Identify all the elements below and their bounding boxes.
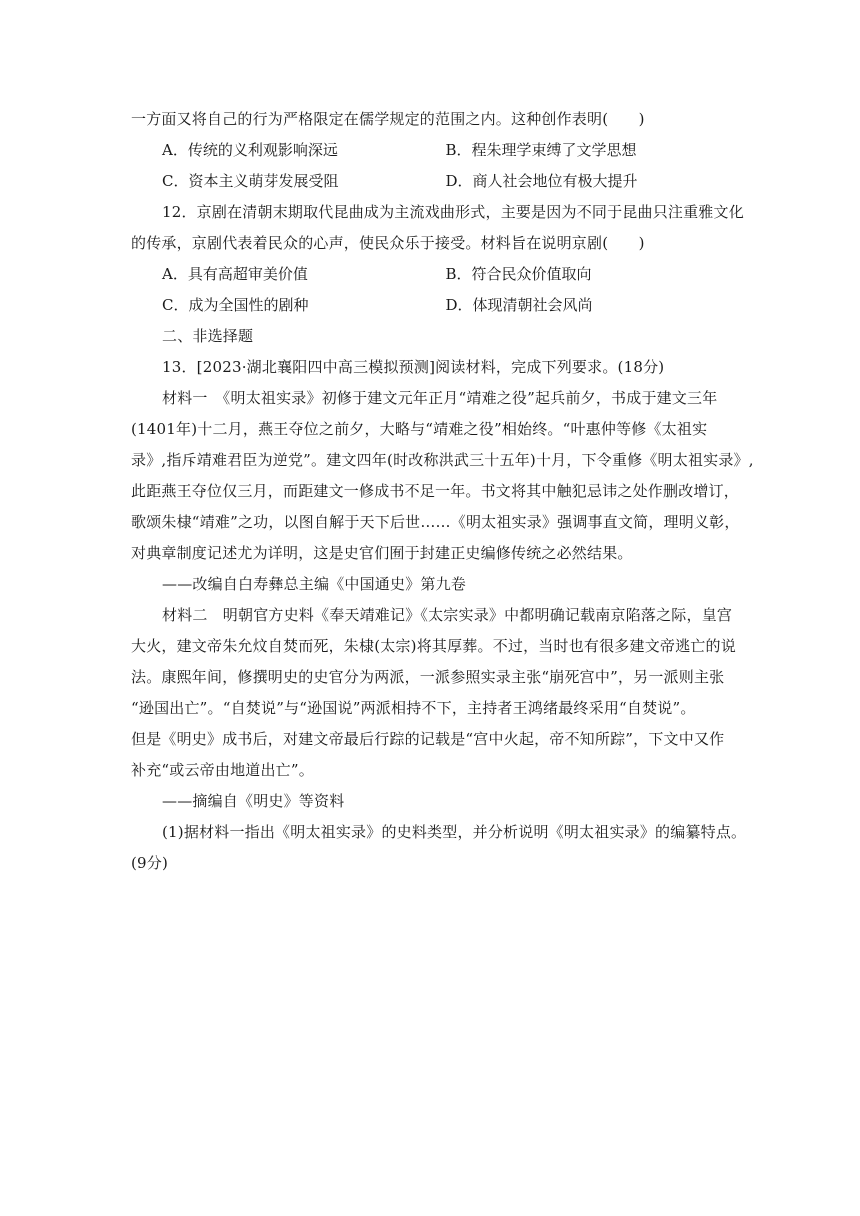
material1-line-6: 对典章制度记述尤为详明，这是史官们囿于封建正史编修传统之必然结果。 xyxy=(131,544,633,562)
material2-line-4: “逊国出亡”。“自焚说”与“逊国说”两派相持不下，主持者王鸿绪最终采用“自焚说”。 xyxy=(131,699,696,717)
material2-line-6: 补充“或云帝由地道出亡”。 xyxy=(131,761,314,779)
q11-stem: 一方面又将自己的行为严格限定在儒学规定的范围之内。这种创作表明( ) xyxy=(131,110,645,128)
material1-source: ——改编自白寿彝总主编《中国通史》第九卷 xyxy=(162,575,467,593)
material2-line-3: 法。康熙年间，修撰明史的史官分为两派，一派参照实录主张“崩死宫中”，另一派则主张 xyxy=(131,668,725,686)
sub-question-1-line-2: (9分) xyxy=(131,854,169,872)
q12-options-row-2 xyxy=(131,290,729,321)
q13-heading: 13．[2023·湖北襄阳四中高三模拟预测]阅读材料，完成下列要求。(18分) xyxy=(162,358,665,376)
q11-option-c[interactable]: C．资本主义萌芽发展受阻 xyxy=(162,172,339,190)
q11-option-a[interactable]: A．传统的义利观影响深远 xyxy=(162,141,338,159)
document-page xyxy=(131,104,754,879)
q11-options-row-1 xyxy=(131,135,729,166)
q11-options-row-2 xyxy=(131,166,729,197)
sub-question-1-line-1: (1)据材料一指出《明太祖实录》的史料类型，并分析说明《明太祖实录》的编纂特点。 xyxy=(162,823,747,841)
q12-options-row-1 xyxy=(131,259,729,290)
material1-line-5: 歌颂朱棣“靖难”之功，以图自解于天下后世……《明太祖实录》强调事直文简，理明义彰， xyxy=(131,513,740,531)
q12-stem-line-2: 的传承，京剧代表着民众的心声，使民众乐于接受。材料旨在说明京剧( ) xyxy=(131,234,645,252)
q12-option-b[interactable]: B．符合民众价值取向 xyxy=(445,265,592,283)
material2-line-2: 大火，建文帝朱允炆自焚而死，朱棣(太宗)将其厚葬。不过，当时也有很多建文帝逃亡的说 xyxy=(131,637,736,655)
material1-line-3: 录》,指斥靖难君臣为逆党”。建文四年(时改称洪武三十五年)十月，下令重修《明太祖实录》, xyxy=(131,451,754,469)
q12-option-d[interactable]: D．体现清朝社会风尚 xyxy=(445,296,593,314)
q12-stem-line-1: 12．京剧在清朝末期取代昆曲成为主流戏曲形式，主要是因为不同于昆曲只注重雅文化 xyxy=(162,203,744,221)
q12-option-c[interactable]: C．成为全国性的剧种 xyxy=(162,296,309,314)
q11-option-d[interactable]: D．商人社会地位有极大提升 xyxy=(445,172,638,190)
material2-line-5: 但是《明史》成书后，对建文帝最后行踪的记载是“宫中火起，帝不知所踪”，下文中又作 xyxy=(131,730,725,748)
material1-line-1: 材料一 《明太祖实录》初修于建文元年正月“靖难之役”起兵前夕，书成于建文三年 xyxy=(162,389,718,407)
material2-source: ——摘编自《明史》等资料 xyxy=(162,792,345,810)
q11-option-b[interactable]: B．程朱理学束缚了文学思想 xyxy=(445,141,637,159)
material2-line-1: 材料二 明朝官方史料《奉天靖难记》《太宗实录》中都明确记载南京陷落之际，皇宫 xyxy=(162,606,733,624)
q12-option-a[interactable]: A．具有高超审美价值 xyxy=(162,265,308,283)
material1-line-2: (1401年)十二月，燕王夺位之前夕，大略与“靖难之役”相始终。“叶惠仲等修《太祖实 xyxy=(131,420,708,438)
section-title: 二、非选择题 xyxy=(162,327,254,345)
material1-line-4: 此距燕王夺位仅三月，而距建文一修成书不足一年。书文将其中触犯忌讳之处作删改增订， xyxy=(131,482,740,500)
